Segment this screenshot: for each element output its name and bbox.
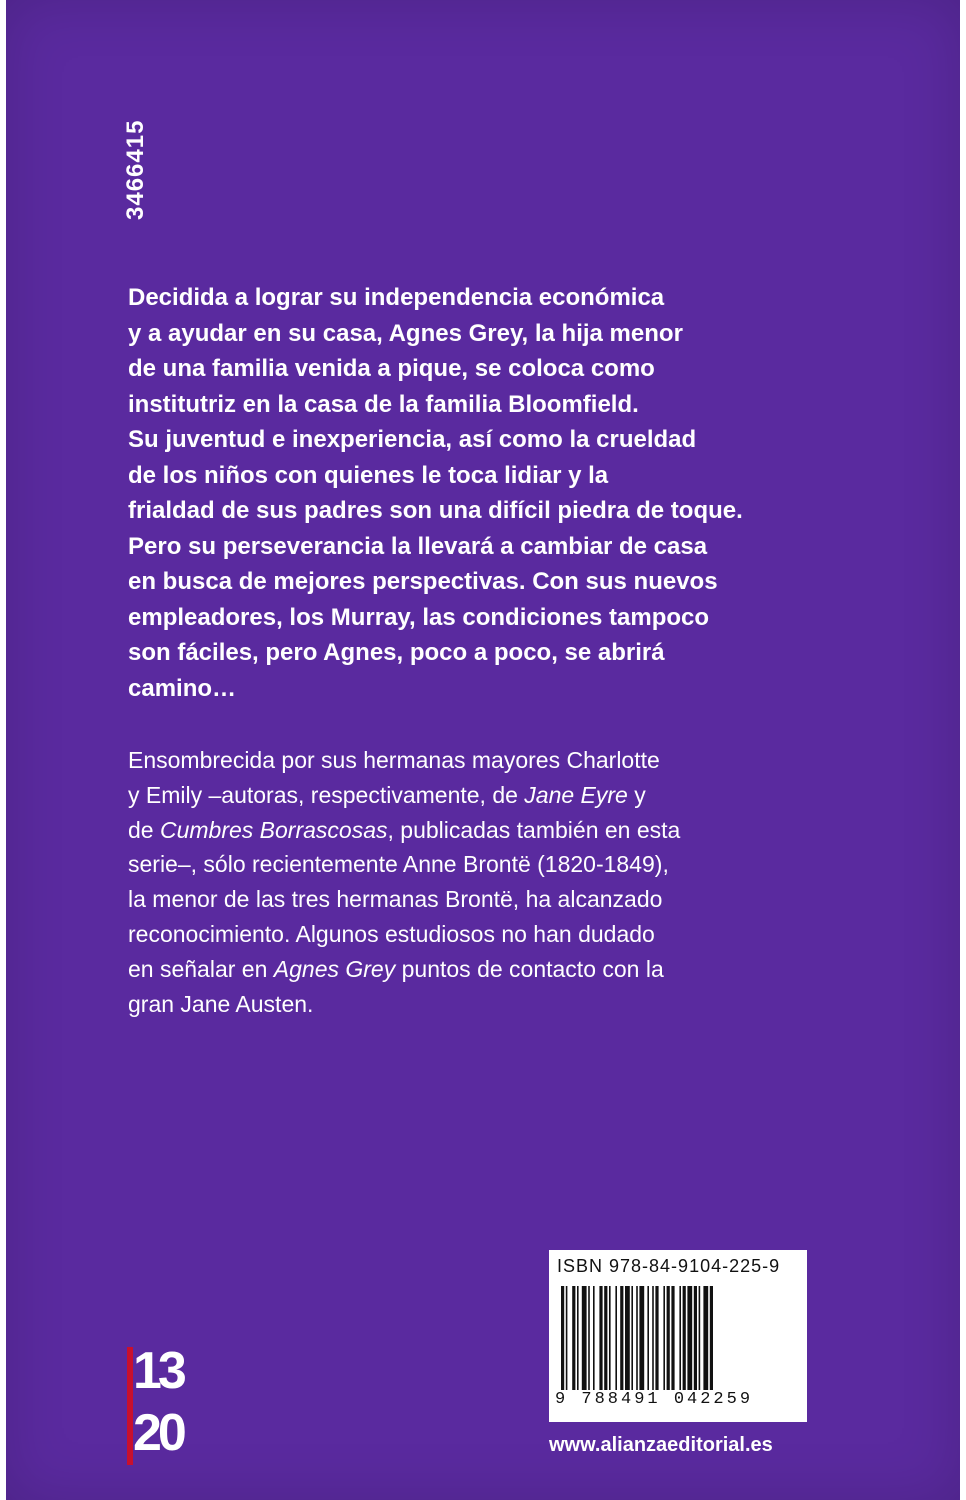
isbn-label: ISBN 978-84-9104-225-9 [557,1256,781,1276]
author-line: puntos de contacto con la [395,955,664,982]
synopsis-line: de los niños con quienes le toca lidiar y la [128,461,609,489]
catalog-code: 3466415 [122,119,149,220]
synopsis-line: camino… [128,674,237,702]
author-line: la menor de las tres hermanas Brontë, ha alcanzado [128,886,663,913]
synopsis-line: Pero su perseverancia la llevará a cambiar de casa [128,532,708,560]
synopsis-line: frialdad de sus padres son una difícil piedra de toque. [128,497,743,524]
synopsis-paragraph [128,280,828,706]
book-back-cover [6,0,960,1500]
synopsis-line: en busca de mejores perspectivas. Con sus nuevos [128,568,718,595]
author-line: Ensombrecida por sus hermanas mayores Charlotte [128,747,660,773]
author-paragraph [128,743,828,1021]
barcode-icon [561,1286,793,1390]
synopsis-line: son fáciles, pero Agnes, poco a poco, se abrirá [128,639,665,666]
series-number-top: 13 [133,1342,183,1400]
author-line: en señalar en [128,955,274,982]
book-title-jane-eyre: Jane Eyre [524,781,628,808]
book-title-cumbres: Cumbres Borrascosas [159,816,388,843]
synopsis-line: Decidida a lograr su independencia económica [128,284,665,311]
barcode-number: 9 788491 042259 [555,1390,754,1409]
series-number-bottom: 20 [133,1404,183,1462]
barcode-box [549,1250,807,1422]
book-title-agnes-grey: Agnes Grey [273,955,396,982]
synopsis-line: de una familia venida a pique, se coloca como [128,355,655,382]
author-line: reconocimiento. Algunos estudiosos no han dudado [128,920,655,947]
series-logo [127,1342,183,1465]
author-line: , publicadas también en esta [387,816,681,843]
author-line: y [627,781,646,808]
author-line: serie–, sólo recientemente Anne Brontë (1820-1849), [128,851,669,878]
synopsis-line: y a ayudar en su casa, Agnes Grey, la hija menor [128,319,683,347]
publisher-website: www.alianzaeditorial.es [549,1434,773,1456]
author-line: gran Jane Austen. [128,990,314,1017]
synopsis-line: empleadores, los Murray, las condiciones tampoco [128,603,710,631]
author-line: y Emily –autoras, respectivamente, de [128,781,525,808]
author-line: de [128,816,160,843]
synopsis-line: institutriz en la casa de la familia Bloomfield. [128,390,639,418]
synopsis-line: Su juventud e inexperiencia, así como la crueldad [128,426,697,453]
